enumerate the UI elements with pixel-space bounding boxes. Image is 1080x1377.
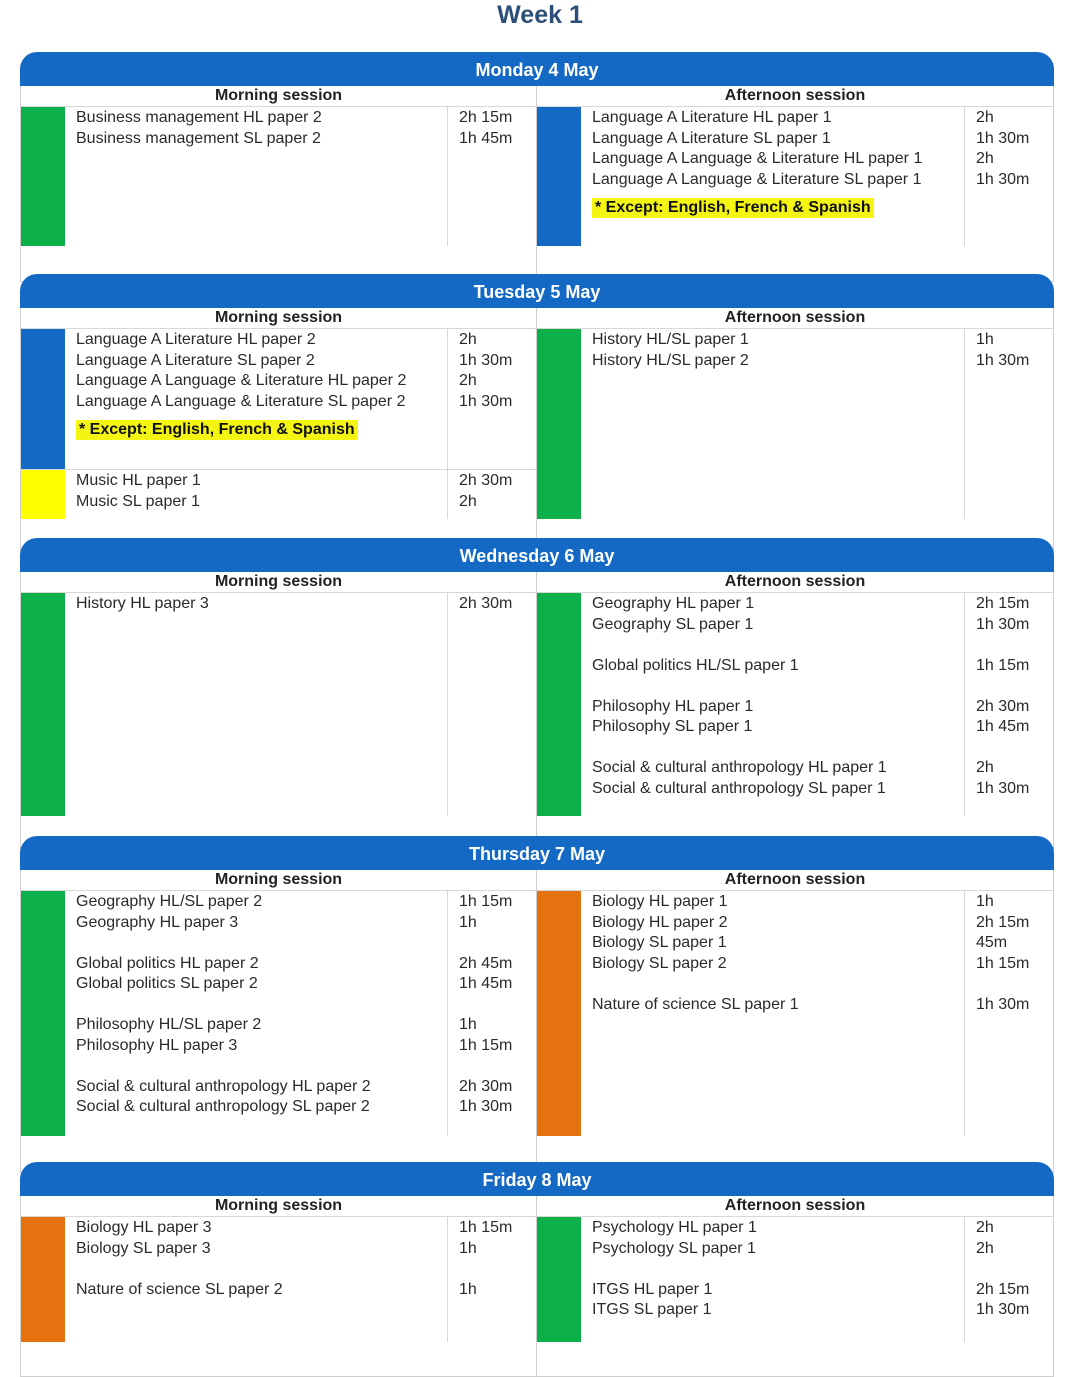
exam-duration: 1h (976, 331, 994, 348)
spacer (459, 933, 536, 954)
exam-paper: Global politics SL paper 2 (76, 975, 258, 992)
afternoon-blocks (537, 593, 1053, 816)
exam-list (581, 107, 965, 246)
duration-list (965, 891, 1053, 1136)
exam-duration: 1h (459, 1239, 477, 1257)
exam-paper: Geography SL paper 1 (592, 615, 754, 633)
duration-list (448, 593, 536, 816)
subject-group-color-bar (537, 329, 581, 519)
afternoon-session (537, 1196, 1053, 1376)
exam-duration: 1h 30m (459, 1098, 513, 1115)
exam-list (65, 593, 448, 816)
exam-paper: Philosophy HL paper 1 (592, 697, 754, 715)
exam-paper: Social & cultural anthropology HL paper 2 (76, 1077, 371, 1095)
exam-paper: Social & cultural anthropology SL paper 2 (76, 1098, 370, 1115)
afternoon-session-title: Afternoon session (537, 1196, 1053, 1217)
afternoon-session (537, 86, 1053, 281)
duration-list (448, 1217, 536, 1342)
exam-duration: 1h 30m (976, 1301, 1030, 1318)
afternoon-session (537, 572, 1053, 850)
exam-list (65, 891, 448, 1136)
afternoon-session-title: Afternoon session (537, 870, 1053, 891)
spacer (76, 1259, 447, 1280)
exam-paper: Geography HL paper 1 (592, 595, 755, 612)
day-header: Monday 4 May (20, 52, 1054, 86)
exam-paper: Language A Language & Literature SL paper 2 (76, 392, 406, 410)
exception-note: * Except: English, French & Spanish (76, 420, 358, 440)
day-body (20, 308, 1054, 551)
day-header: Thursday 7 May (20, 836, 1054, 870)
exam-paper: Geography HL/SL paper 2 (76, 893, 263, 910)
exam-duration: 2h (459, 372, 477, 389)
exam-duration: 2h 45m (459, 954, 513, 972)
session-block (21, 107, 536, 246)
duration-list (965, 593, 1053, 816)
spacer (459, 995, 536, 1016)
morning-session (21, 572, 537, 850)
subject-group-color-bar (537, 891, 581, 1136)
exam-list (65, 329, 448, 469)
morning-session-title: Morning session (21, 870, 536, 891)
day-card (20, 1162, 1054, 1377)
duration-list (965, 329, 1053, 519)
afternoon-blocks (537, 891, 1053, 1136)
morning-session-title: Morning session (21, 86, 536, 107)
duration-list (448, 470, 536, 519)
exam-paper: ITGS HL paper 1 (592, 1280, 713, 1298)
day-body (20, 86, 1054, 282)
exam-paper: Language A Literature SL paper 2 (76, 351, 315, 369)
exam-paper: Language A Language & Literature HL paper 1 (592, 150, 923, 167)
exam-duration: 1h 30m (976, 995, 1030, 1013)
exam-duration: 1h 45m (459, 129, 513, 147)
day-header: Tuesday 5 May (20, 274, 1054, 308)
exam-duration: 2h 30m (459, 472, 513, 489)
session-block (537, 107, 1053, 246)
exam-duration: 2h (976, 1239, 994, 1257)
exam-duration: 1h 15m (976, 656, 1030, 674)
exam-duration: 2h 30m (459, 1077, 513, 1095)
spacer (592, 1259, 964, 1280)
duration-list (448, 107, 536, 246)
exam-duration: 2h (976, 109, 994, 126)
exam-duration: 2h (976, 150, 994, 167)
exam-paper: History HL/SL paper 1 (592, 331, 749, 348)
exam-paper: Social & cultural anthropology HL paper 1 (592, 759, 887, 776)
exam-paper: Global politics HL/SL paper 1 (592, 656, 799, 674)
spacer (592, 738, 964, 759)
exam-paper: Language A Language & Literature HL paper 2 (76, 372, 407, 389)
session-block (537, 891, 1053, 1136)
exam-paper: Nature of science SL paper 1 (592, 995, 799, 1013)
afternoon-blocks (537, 1217, 1053, 1342)
subject-group-color-bar (21, 470, 65, 519)
afternoon-session (537, 870, 1053, 1172)
exam-duration: 1h 15m (459, 1219, 513, 1236)
exam-duration: 1h 30m (976, 779, 1030, 797)
spacer (976, 974, 1053, 995)
exam-paper: Business management HL paper 2 (76, 109, 322, 126)
exam-duration: 2h 15m (459, 109, 513, 126)
session-block (537, 1217, 1053, 1342)
morning-blocks (21, 1217, 536, 1342)
exam-paper: Language A Literature HL paper 1 (592, 109, 832, 126)
exam-list (65, 107, 448, 246)
exam-duration: 2h (976, 1219, 994, 1236)
morning-session-title: Morning session (21, 1196, 536, 1217)
morning-session (21, 308, 537, 550)
day-header: Friday 8 May (20, 1162, 1054, 1196)
afternoon-blocks (537, 329, 1053, 519)
exam-duration: 1h 30m (976, 351, 1030, 369)
morning-blocks (21, 107, 536, 246)
exam-paper: Biology SL paper 3 (76, 1239, 211, 1257)
duration-list (965, 107, 1053, 246)
session-block (21, 593, 536, 816)
exam-list (581, 329, 965, 519)
subject-group-color-bar (537, 1217, 581, 1342)
morning-blocks (21, 329, 536, 519)
spacer (976, 635, 1053, 656)
afternoon-session-title: Afternoon session (537, 308, 1053, 329)
exam-paper: Philosophy HL paper 3 (76, 1036, 238, 1054)
exam-paper: Music HL paper 1 (76, 472, 201, 489)
morning-session (21, 86, 537, 281)
subject-group-color-bar (21, 107, 65, 246)
exam-duration: 1h (976, 893, 994, 910)
day-body (20, 572, 1054, 851)
spacer (976, 1259, 1053, 1280)
exam-paper: ITGS SL paper 1 (592, 1301, 712, 1318)
spacer (592, 635, 964, 656)
exam-paper: Language A Language & Literature SL paper 1 (592, 170, 922, 188)
day-body (20, 1196, 1054, 1377)
exam-duration: 1h 15m (459, 893, 513, 910)
exam-duration: 1h 45m (976, 718, 1030, 735)
session-block (21, 1217, 536, 1342)
day-header: Wednesday 6 May (20, 538, 1054, 572)
exam-duration: 2h 30m (976, 697, 1030, 715)
session-block (21, 469, 536, 519)
afternoon-blocks (537, 107, 1053, 246)
day-card (20, 274, 1054, 551)
exam-list (581, 593, 965, 816)
afternoon-session-title: Afternoon session (537, 572, 1053, 593)
subject-group-color-bar (21, 329, 65, 469)
exam-list (581, 891, 965, 1136)
exam-paper: Biology SL paper 1 (592, 934, 727, 951)
morning-session-title: Morning session (21, 572, 536, 593)
exam-paper: Global politics HL paper 2 (76, 954, 259, 972)
exam-duration: 1h 30m (976, 615, 1030, 633)
day-body (20, 870, 1054, 1173)
duration-list (448, 329, 536, 469)
exam-paper: Geography HL paper 3 (76, 913, 239, 931)
exam-duration: 1h 15m (976, 954, 1030, 972)
exam-paper: Psychology SL paper 1 (592, 1239, 756, 1257)
spacer (459, 1259, 536, 1280)
subject-group-color-bar (537, 593, 581, 816)
exam-duration: 1h (459, 1280, 477, 1298)
spacer (592, 676, 964, 697)
exam-duration: 1h 30m (976, 129, 1030, 147)
exam-duration: 2h 15m (976, 1280, 1030, 1298)
exam-paper: Philosophy SL paper 1 (592, 718, 753, 735)
session-block (21, 891, 536, 1136)
exam-duration: 1h (459, 1016, 477, 1033)
spacer (976, 738, 1053, 759)
subject-group-color-bar (21, 593, 65, 816)
spacer (592, 974, 964, 995)
spacer (459, 1056, 536, 1077)
exam-list (581, 1217, 965, 1342)
subject-group-color-bar (21, 1217, 65, 1342)
exam-paper: History HL/SL paper 2 (592, 351, 749, 369)
spacer (976, 676, 1053, 697)
exam-paper: Music SL paper 1 (76, 492, 200, 510)
exam-duration: 1h 15m (459, 1036, 513, 1054)
exam-duration: 1h (459, 913, 477, 931)
morning-blocks (21, 891, 536, 1136)
exam-duration: 2h 15m (976, 913, 1030, 931)
exam-duration: 2h (976, 759, 994, 776)
exam-duration: 2h 15m (976, 595, 1030, 612)
subject-group-color-bar (21, 891, 65, 1136)
week-title: Week 1 (497, 1, 583, 29)
exam-paper: Psychology HL paper 1 (592, 1219, 757, 1236)
exception-note: * Except: English, French & Spanish (592, 198, 874, 218)
exam-paper: Biology HL paper 1 (592, 893, 728, 910)
exam-duration: 45m (976, 934, 1008, 951)
session-block (537, 593, 1053, 816)
exam-paper: Biology HL paper 3 (76, 1219, 212, 1236)
exam-duration: 2h (459, 492, 477, 510)
session-block (537, 329, 1053, 519)
exam-paper: Business management SL paper 2 (76, 129, 321, 147)
exam-duration: 2h (459, 331, 477, 348)
exam-duration: 1h 30m (976, 170, 1030, 188)
exam-paper: Philosophy HL/SL paper 2 (76, 1016, 262, 1033)
exam-paper: Language A Literature SL paper 1 (592, 129, 831, 147)
duration-list (448, 891, 536, 1136)
morning-session-title: Morning session (21, 308, 536, 329)
spacer (76, 1056, 447, 1077)
exam-paper: Language A Literature HL paper 2 (76, 331, 316, 348)
spacer (76, 933, 447, 954)
afternoon-session-title: Afternoon session (537, 86, 1053, 107)
exam-duration: 2h 30m (459, 595, 513, 612)
morning-blocks (21, 593, 536, 816)
day-card (20, 52, 1054, 282)
exam-paper: Biology SL paper 2 (592, 954, 727, 972)
duration-list (965, 1217, 1053, 1342)
exam-duration: 1h 30m (459, 392, 513, 410)
exam-paper: Social & cultural anthropology SL paper 1 (592, 779, 886, 797)
subject-group-color-bar (537, 107, 581, 246)
exam-paper: History HL paper 3 (76, 595, 209, 612)
morning-session (21, 870, 537, 1172)
session-block (21, 329, 536, 469)
day-card (20, 836, 1054, 1173)
exam-paper: Biology HL paper 2 (592, 913, 728, 931)
day-card (20, 538, 1054, 851)
exam-list (65, 1217, 448, 1342)
exam-list (65, 470, 448, 519)
afternoon-session (537, 308, 1053, 550)
spacer (76, 995, 447, 1016)
exam-duration: 1h 45m (459, 975, 513, 992)
morning-session (21, 1196, 537, 1376)
exam-duration: 1h 30m (459, 351, 513, 369)
exam-paper: Nature of science SL paper 2 (76, 1280, 283, 1298)
